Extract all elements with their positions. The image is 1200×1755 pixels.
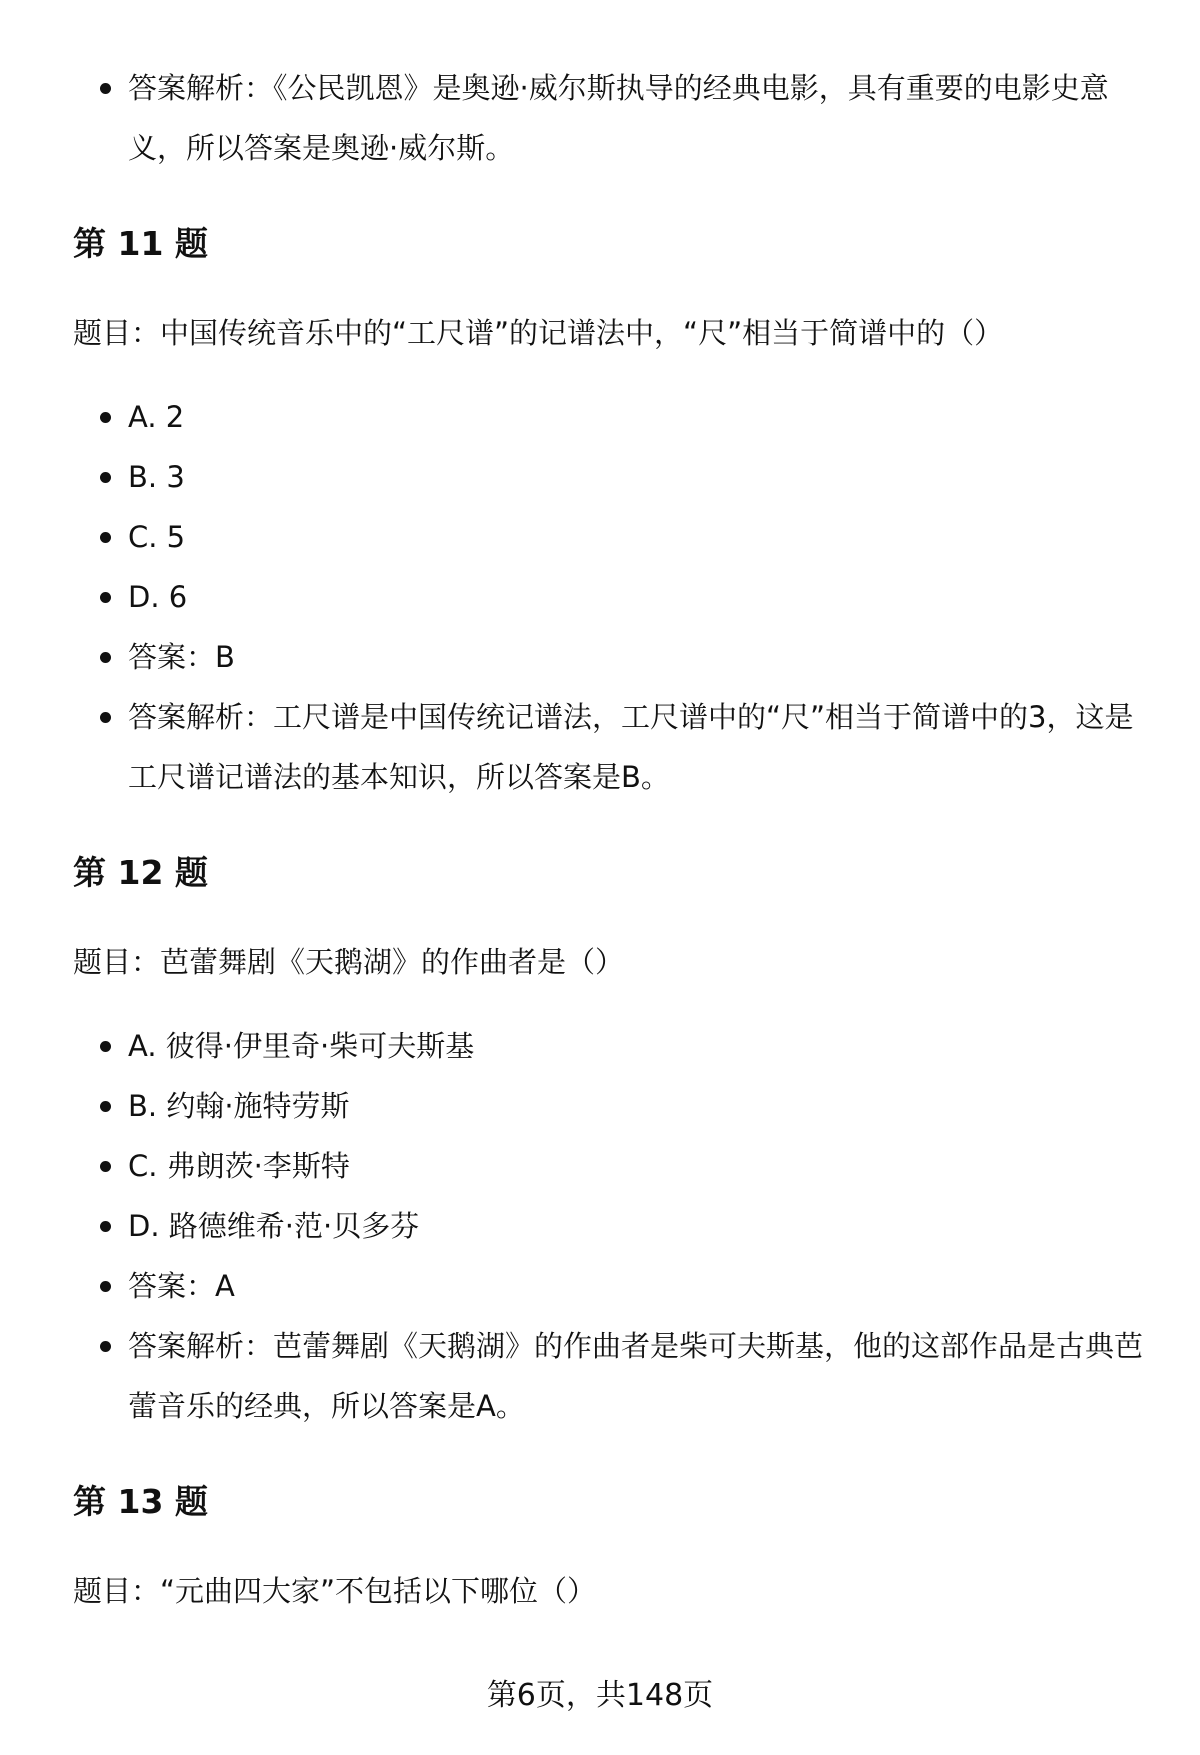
carry-over-list bbox=[73, 58, 1153, 178]
bullet-icon bbox=[100, 1101, 111, 1112]
option-b bbox=[73, 1076, 1153, 1136]
explanation-item bbox=[73, 687, 1153, 807]
explanation-text: 答案解析：工尺谱是中国传统记谱法，工尺谱中的“尺”相当于简谱中的3，这是工尺谱记谱法的基本知识，所以答案是B。 bbox=[128, 700, 1134, 794]
option-c bbox=[73, 1136, 1153, 1196]
question-heading-13: 第 13 题 bbox=[73, 1482, 208, 1521]
question-prompt-11: 题目：中国传统音乐中的“工尺谱”的记谱法中，“尺”相当于简谱中的（） bbox=[73, 316, 1004, 350]
question-prompt-12: 题目：芭蕾舞剧《天鹅湖》的作曲者是（） bbox=[73, 945, 625, 979]
option-d bbox=[73, 567, 1153, 627]
bullet-icon bbox=[100, 1281, 111, 1292]
option-text: B. 约翰·施特劳斯 bbox=[128, 1089, 350, 1123]
option-text: B. 3 bbox=[128, 460, 185, 494]
option-c bbox=[73, 507, 1153, 567]
option-text: A. 2 bbox=[128, 400, 185, 434]
option-text: C. 5 bbox=[128, 520, 186, 554]
option-text: D. 6 bbox=[128, 580, 188, 614]
bullet-icon bbox=[100, 1161, 111, 1172]
option-text: D. 路德维希·范·贝多芬 bbox=[128, 1209, 420, 1243]
page-number-footer: 第6页，共148页 bbox=[486, 1678, 714, 1713]
option-b bbox=[73, 447, 1153, 507]
bullet-icon bbox=[100, 532, 111, 543]
bullet-icon bbox=[100, 1221, 111, 1232]
bullet-icon bbox=[100, 712, 111, 723]
explanation-text: 答案解析：芭蕾舞剧《天鹅湖》的作曲者是柴可夫斯基，他的这部作品是古典芭蕾音乐的经典，所以答案是A。 bbox=[128, 1329, 1144, 1423]
options-list-12 bbox=[73, 1016, 1153, 1436]
option-text: C. 弗朗茨·李斯特 bbox=[128, 1149, 350, 1183]
question-heading-12: 第 12 题 bbox=[73, 853, 208, 892]
bullet-icon bbox=[100, 472, 111, 483]
answer-text: 答案：B bbox=[128, 640, 235, 674]
option-text: A. 彼得·伊里奇·柴可夫斯基 bbox=[128, 1029, 475, 1063]
question-heading-11: 第 11 题 bbox=[73, 224, 208, 263]
bullet-icon bbox=[100, 652, 111, 663]
list-item bbox=[73, 58, 1153, 178]
options-list-11 bbox=[73, 387, 1153, 807]
question-prompt-13: 题目：“元曲四大家”不包括以下哪位（） bbox=[73, 1574, 597, 1608]
explanation-item bbox=[73, 1316, 1153, 1436]
option-a bbox=[73, 387, 1153, 447]
bullet-icon bbox=[100, 83, 111, 94]
option-d bbox=[73, 1196, 1153, 1256]
explanation-text: 答案解析：《公民凯恩》是奥逊·威尔斯执导的经典电影，具有重要的电影史意义，所以答案是奥逊·威尔斯。 bbox=[128, 71, 1109, 165]
answer-text: 答案：A bbox=[128, 1269, 235, 1303]
bullet-icon bbox=[100, 1341, 111, 1352]
page-content bbox=[73, 58, 1153, 1615]
bullet-icon bbox=[100, 592, 111, 603]
answer-item bbox=[73, 627, 1153, 687]
bullet-icon bbox=[100, 1041, 111, 1052]
answer-item bbox=[73, 1256, 1153, 1316]
bullet-icon bbox=[100, 412, 111, 423]
option-a bbox=[73, 1016, 1153, 1076]
